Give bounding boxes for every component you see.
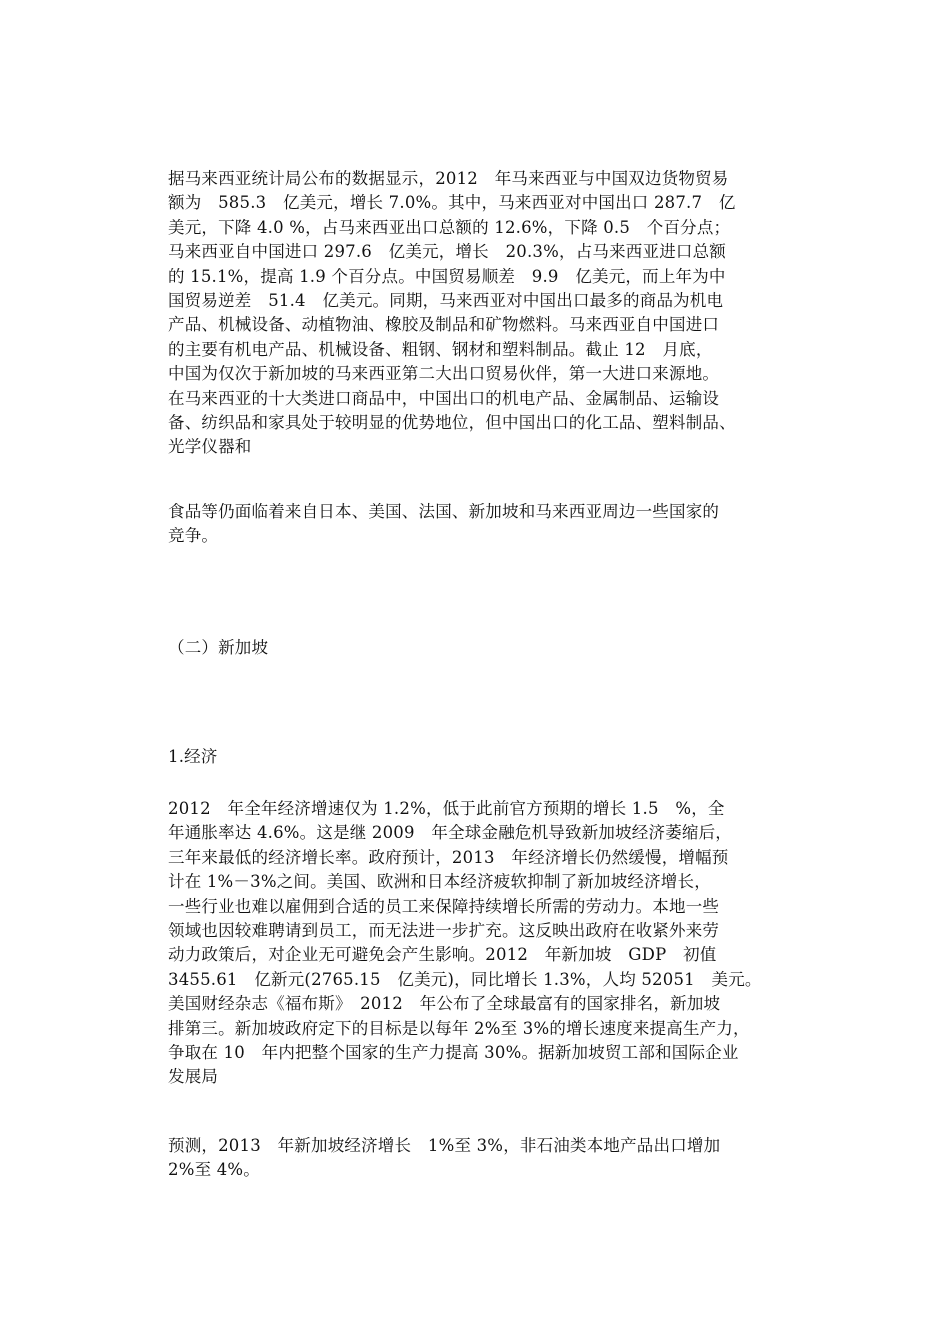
text-line: 的主要有机电产品、机械设备、粗钢、钢材和塑料制品。截止 12 月底， (168, 339, 713, 359)
text-line: 额为 585.3 亿美元，增长 7.0%。其中，马来西亚对中国出口 287.7 亿 (168, 193, 736, 213)
paragraph-competition (168, 500, 798, 549)
text-line: 马来西亚自中国进口 297.6 亿美元，增长 20.3%，占马来西亚进口总额 (168, 242, 726, 262)
text-line: 争取在 10 年内把整个国家的生产力提高 30%。据新加坡贸工部和国际企业 (168, 1043, 739, 1063)
text-line: 年通胀率达 4.6%。这是继 2009 年全球金融危机导致新加坡经济萎缩后， (168, 823, 732, 843)
text-line: 在马来西亚的十大类进口商品中，中国出口的机电产品、金属制品、运输设 (168, 388, 720, 408)
text-line: 的 15.1%，提高 1.9 个百分点。中国贸易顺差 9.9 亿美元，而上年为中 (168, 266, 726, 286)
text-line: 国贸易逆差 51.4 亿美元。同期，马来西亚对中国出口最多的商品为机电 (168, 291, 724, 311)
text-line: 光学仪器和 (168, 437, 252, 457)
paragraph-singapore-economy (168, 797, 798, 1090)
text-line: 据马来西亚统计局公布的数据显示，2012 年马来西亚与中国双边货物贸易 (168, 169, 729, 188)
text-line: 美国财经杂志《福布斯》 2012 年公布了全球最富有的国家排名，新加坡 (168, 994, 721, 1014)
text-line: 一些行业也难以雇佣到合适的员工来保障持续增长所需的劳动力。本地一些 (168, 896, 720, 916)
text-line: 竞争。 (168, 526, 219, 546)
text-line: 备、纺织品和家具处于较明显的优势地位，但中国出口的化工品、塑料制品、 (168, 413, 736, 433)
text-line: 预测，2013 年新加坡经济增长 1%至 3%，非石油类本地产品出口增加 (168, 1136, 721, 1155)
text-line: 动力政策后，对企业无可避免会产生影响。2012 年新加坡 GDP 初值 (168, 945, 717, 965)
text-line: 2%至 4%。 (168, 1160, 260, 1180)
text-line: 领域也因较难聘请到员工，而无法进一步扩充。这反映出政府在收紧外来劳 (168, 921, 720, 941)
text-line: 中国为仅次于新加坡的马来西亚第二大出口贸易伙伴，第一大进口来源地。 (168, 364, 720, 384)
paragraph-forecast (168, 1134, 798, 1183)
text-line: 计在 1%－3%之间。美国、欧洲和日本经济疲软抑制了新加坡经济增长， (168, 872, 711, 892)
text-line: 3455.61 亿新元(2765.15 亿美元)，同比增长 1.3%，人均 52051 美元。 (168, 969, 762, 989)
text-line: 三年来最低的经济增长率。政府预计，2013 年经济增长仍然缓慢，增幅预 (168, 847, 729, 867)
text-line: 食品等仍面临着来自日本、美国、法国、新加坡和马来西亚周边一些国家的 (168, 502, 720, 521)
text-line: 产品、机械设备、动植物油、橡胶及制品和矿物燃料。马来西亚自中国进口 (168, 315, 720, 335)
text-line: 排第三。新加坡政府定下的目标是以每年 2%至 3%的增长速度来提高生产力， (168, 1018, 750, 1038)
paragraph-malaysia-trade (168, 167, 798, 460)
text-line: 2012 年全年经济增速仅为 1.2%，低于此前官方预期的增长 1.5 %，全 (168, 799, 725, 818)
text-line: 美元，下降 4.0 %，占马来西亚出口总额的 12.6%，下降 0.5 个百分点； (168, 217, 731, 237)
text-line: 发展局 (168, 1067, 219, 1087)
subsection-heading-economy: 1.经济 (168, 747, 218, 766)
section-heading-singapore: （二）新加坡 (168, 638, 269, 657)
